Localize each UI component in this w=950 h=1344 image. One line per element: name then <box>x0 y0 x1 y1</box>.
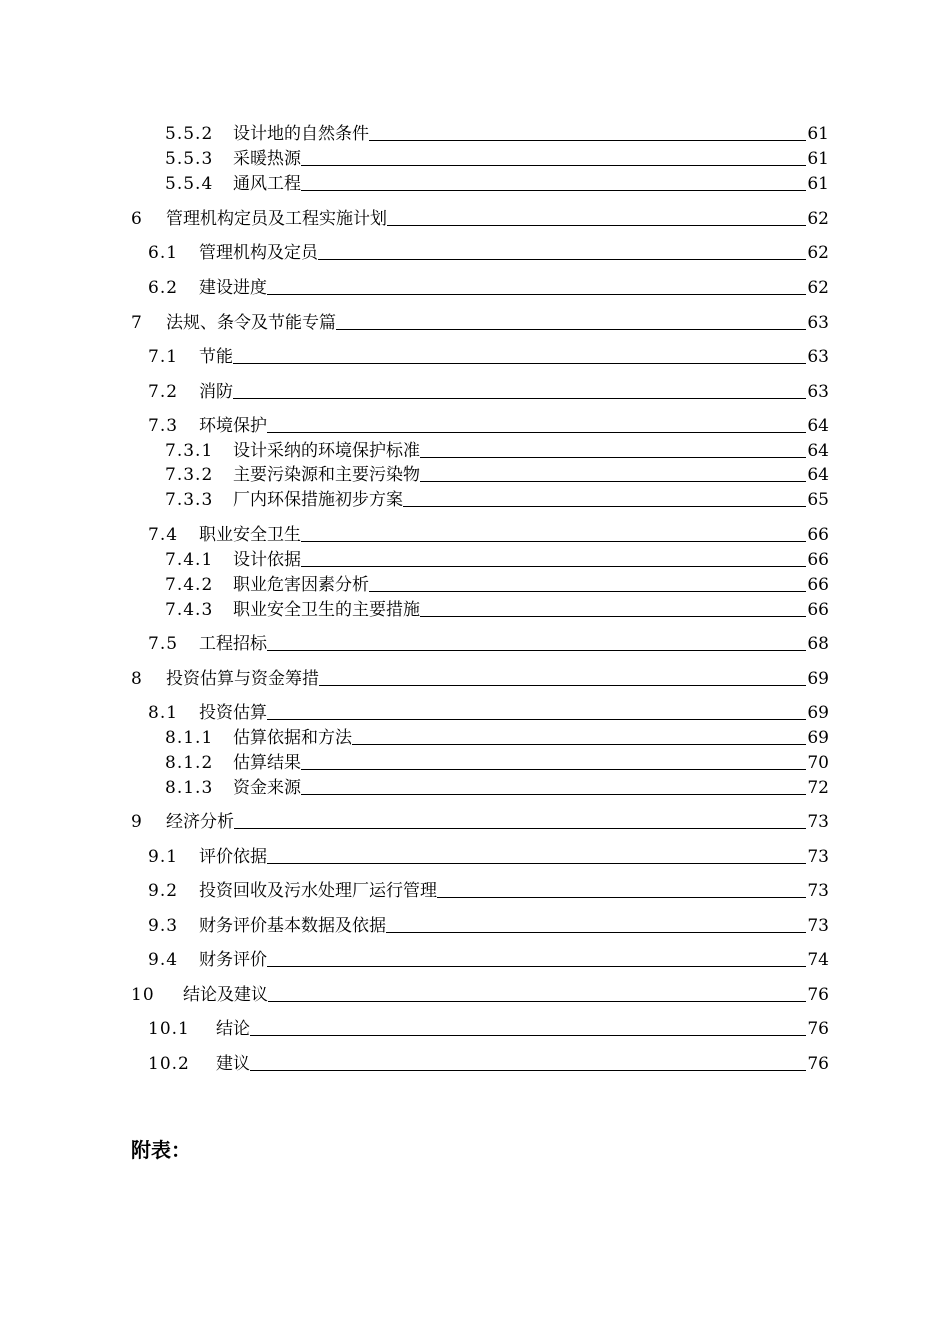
toc-entry-title: 经济分析 <box>166 812 234 832</box>
toc-entry-page: 73 <box>807 847 829 867</box>
toc-leader-line <box>386 913 806 933</box>
toc-entry[interactable] <box>0 206 950 232</box>
toc-entry-page: 62 <box>807 243 829 263</box>
toc-entry-title: 设计采纳的环境保护标准 <box>233 441 420 461</box>
toc-entry-number: 7.4.1 <box>165 550 214 570</box>
toc-entry[interactable] <box>0 844 950 870</box>
toc-entry-page: 61 <box>807 149 829 169</box>
toc-entry[interactable] <box>0 462 950 488</box>
toc-leader-line <box>250 1016 806 1036</box>
toc-entry[interactable] <box>0 310 950 336</box>
toc-entry-page: 62 <box>807 278 829 298</box>
toc-entry-number: 6 <box>131 209 143 229</box>
toc-entry[interactable] <box>0 1016 950 1042</box>
toc-entry-title: 财务评价基本数据及依据 <box>199 916 386 936</box>
toc-leader-line <box>403 487 806 507</box>
toc-entry-title: 职业安全卫生 <box>199 525 301 545</box>
toc-entry-title: 财务评价 <box>199 950 267 970</box>
toc-entry-page: 69 <box>807 669 829 689</box>
toc-entry[interactable] <box>0 878 950 904</box>
toc-entry-title: 结论 <box>216 1019 250 1039</box>
toc-leader-line <box>267 700 806 720</box>
toc-leader-line <box>301 750 806 770</box>
toc-entry-number: 9.2 <box>148 881 179 901</box>
toc-entry-number: 8.1.1 <box>165 728 214 748</box>
toc-entry-page: 63 <box>807 382 829 402</box>
toc-leader-line <box>268 982 806 1002</box>
toc-leader-line <box>267 631 806 651</box>
toc-entry[interactable] <box>0 379 950 405</box>
toc-entry-page: 73 <box>807 881 829 901</box>
toc-entry-number: 5.5.3 <box>165 149 214 169</box>
toc-entry-title: 投资估算与资金筹措 <box>166 669 319 689</box>
toc-entry[interactable] <box>0 725 950 751</box>
toc-leader-line <box>369 572 806 592</box>
toc-entry[interactable] <box>0 146 950 172</box>
toc-leader-line <box>369 121 806 141</box>
toc-entry-number: 5.5.2 <box>165 124 214 144</box>
toc-entry[interactable] <box>0 1051 950 1077</box>
toc-entry-number: 6.1 <box>148 243 179 263</box>
toc-entry-title: 采暖热源 <box>233 149 301 169</box>
toc-entry-page: 61 <box>807 124 829 144</box>
toc-leader-line <box>387 206 806 226</box>
toc-entry-page: 63 <box>807 347 829 367</box>
toc-entry-number: 7.4.3 <box>165 600 214 620</box>
toc-entry-title: 通风工程 <box>233 174 301 194</box>
toc-entry-title: 资金来源 <box>233 778 301 798</box>
toc-entry[interactable] <box>0 547 950 573</box>
toc-leader-line <box>267 947 806 967</box>
toc-entry-number: 7.1 <box>148 347 179 367</box>
toc-entry-title: 设计依据 <box>233 550 301 570</box>
toc-entry[interactable] <box>0 982 950 1008</box>
toc-entry[interactable] <box>0 275 950 301</box>
toc-entry-title: 投资回收及污水处理厂运行管理 <box>199 881 437 901</box>
toc-entry[interactable] <box>0 666 950 692</box>
toc-leader-line <box>301 171 806 191</box>
toc-entry[interactable] <box>0 913 950 939</box>
toc-entry-page: 70 <box>807 753 829 773</box>
toc-entry-number: 7.5 <box>148 634 179 654</box>
toc-entry-title: 工程招标 <box>199 634 267 654</box>
toc-entry-title: 职业危害因素分析 <box>233 575 369 595</box>
toc-entry-title: 法规、条令及节能专篇 <box>166 313 336 333</box>
toc-entry-page: 69 <box>807 703 829 723</box>
toc-entry-page: 66 <box>807 550 829 570</box>
toc-entry-number: 7.3.3 <box>165 490 214 510</box>
toc-leader-line <box>301 146 806 166</box>
toc-entry[interactable] <box>0 597 950 623</box>
toc-entry[interactable] <box>0 438 950 464</box>
toc-entry-number: 5.5.4 <box>165 174 214 194</box>
toc-entry-page: 63 <box>807 313 829 333</box>
toc-entry-page: 62 <box>807 209 829 229</box>
toc-entry-number: 7.3.2 <box>165 465 214 485</box>
toc-entry[interactable] <box>0 700 950 726</box>
toc-entry[interactable] <box>0 947 950 973</box>
toc-entry-page: 69 <box>807 728 829 748</box>
toc-entry-page: 65 <box>807 490 829 510</box>
toc-entry-page: 64 <box>807 441 829 461</box>
toc-entry-title: 评价依据 <box>199 847 267 867</box>
toc-entry-page: 66 <box>807 525 829 545</box>
toc-leader-line <box>301 522 806 542</box>
toc-leader-line <box>233 344 806 364</box>
toc-entry-number: 8.1.2 <box>165 753 214 773</box>
toc-entry-page: 76 <box>807 1019 829 1039</box>
toc-entry[interactable] <box>0 344 950 370</box>
toc-entry-number: 10.1 <box>148 1019 190 1039</box>
toc-entry-page: 64 <box>807 416 829 436</box>
toc-entry-title: 职业安全卫生的主要措施 <box>233 600 420 620</box>
toc-entry-title: 节能 <box>199 347 233 367</box>
toc-leader-line <box>420 462 806 482</box>
toc-leader-line <box>352 725 806 745</box>
toc-leader-line <box>420 438 806 458</box>
toc-leader-line <box>267 413 806 433</box>
toc-entry-number: 9 <box>131 812 143 832</box>
toc-entry-title: 建议 <box>216 1054 250 1074</box>
toc-entry[interactable] <box>0 809 950 835</box>
toc-entry-title: 管理机构及定员 <box>199 243 318 263</box>
toc-entry-number: 8.1 <box>148 703 179 723</box>
toc-entry[interactable] <box>0 121 950 147</box>
toc-entry-title: 消防 <box>199 382 233 402</box>
toc-entry-number: 8 <box>131 669 143 689</box>
toc-entry-number: 10 <box>131 985 155 1005</box>
toc-entry-number: 7.4 <box>148 525 179 545</box>
toc-entry-page: 66 <box>807 600 829 620</box>
toc-entry-number: 7 <box>131 313 143 333</box>
toc-entry[interactable] <box>0 413 950 439</box>
toc-entry-title: 主要污染源和主要污染物 <box>233 465 420 485</box>
toc-entry-title: 结论及建议 <box>183 985 268 1005</box>
toc-entry-number: 7.4.2 <box>165 575 214 595</box>
toc-entry[interactable] <box>0 775 950 801</box>
toc-entry-title: 估算结果 <box>233 753 301 773</box>
toc-entry-number: 7.3.1 <box>165 441 214 461</box>
toc-leader-line <box>301 547 806 567</box>
toc-entry[interactable] <box>0 487 950 513</box>
toc-entry-title: 环境保护 <box>199 416 267 436</box>
toc-entry-title: 投资估算 <box>199 703 267 723</box>
toc-leader-line <box>267 275 806 295</box>
toc-entry-page: 64 <box>807 465 829 485</box>
toc-entry-title: 管理机构定员及工程实施计划 <box>166 209 387 229</box>
toc-leader-line <box>250 1051 806 1071</box>
toc-leader-line <box>318 240 806 260</box>
toc-entry-page: 76 <box>807 985 829 1005</box>
toc-entry-title: 估算依据和方法 <box>233 728 352 748</box>
toc-entry-page: 74 <box>807 950 829 970</box>
toc-entry-title: 建设进度 <box>199 278 267 298</box>
toc-entry-title: 厂内环保措施初步方案 <box>233 490 403 510</box>
toc-entry-page: 72 <box>807 778 829 798</box>
toc-leader-line <box>420 597 806 617</box>
toc-entry[interactable] <box>0 572 950 598</box>
toc-leader-line <box>233 379 806 399</box>
toc-entry[interactable] <box>0 240 950 266</box>
toc-entry-page: 61 <box>807 174 829 194</box>
appendix-heading: 附表： <box>131 1138 191 1162</box>
toc-entry-number: 9.1 <box>148 847 179 867</box>
toc-leader-line <box>234 809 806 829</box>
toc-entry-number: 9.4 <box>148 950 179 970</box>
toc-entry-number: 7.3 <box>148 416 179 436</box>
toc-entry[interactable] <box>0 631 950 657</box>
toc-entry-page: 76 <box>807 1054 829 1074</box>
toc-entry-number: 6.2 <box>148 278 179 298</box>
toc-entry-page: 73 <box>807 812 829 832</box>
toc-entry-title: 设计地的自然条件 <box>233 124 369 144</box>
toc-entry[interactable] <box>0 171 950 197</box>
toc-leader-line <box>437 878 806 898</box>
toc-leader-line <box>319 666 806 686</box>
toc-entry-page: 73 <box>807 916 829 936</box>
toc-entry-page: 66 <box>807 575 829 595</box>
toc-entry-page: 68 <box>807 634 829 654</box>
toc-leader-line <box>336 310 806 330</box>
toc-entry-number: 8.1.3 <box>165 778 214 798</box>
toc-entry-number: 7.2 <box>148 382 179 402</box>
toc-leader-line <box>267 844 806 864</box>
toc-entry[interactable] <box>0 750 950 776</box>
toc-entry-number: 10.2 <box>148 1054 190 1074</box>
toc-leader-line <box>301 775 806 795</box>
toc-entry[interactable] <box>0 522 950 548</box>
toc-entry-number: 9.3 <box>148 916 179 936</box>
